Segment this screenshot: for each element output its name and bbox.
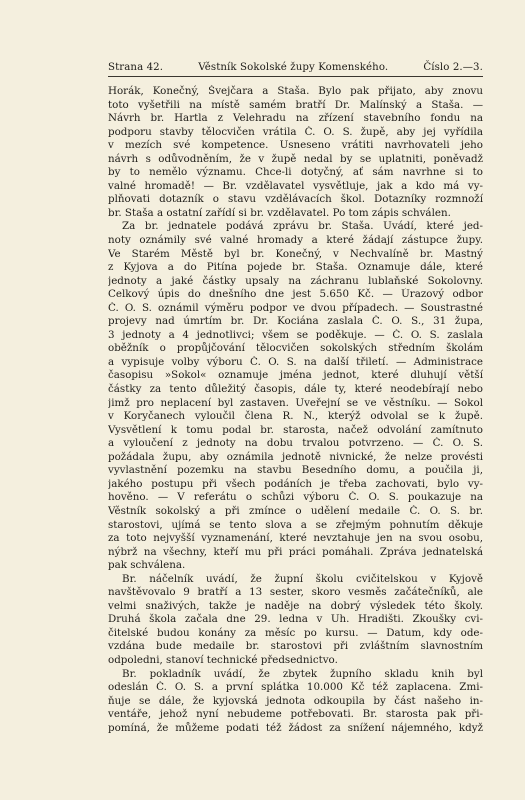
text-line: projevy nad úmrtím br. Dr. Kociána zaslala Č. O. S., 31 župa, [108,315,483,328]
text-line: pomíná, že můžeme podati též žádost za snížení nájemného, když [108,721,483,734]
text-line: 3 jednoty a 4 jednotlivci; všem se poděkuje. — Č. O. S. zaslala [108,328,483,341]
text-line: Ve Starém Městě byl br. Konečný, v Nechvalíně br. Mastný [108,247,483,260]
text-line: Návrh br. Hartla z Velehradu na zřízení stavebního fondu na [108,112,483,125]
text-line: Vysvětlení k tomu podal br. starosta, načež odvolání zamítnuto [108,423,483,436]
text-line: valné hromadě! — Br. vzdělavatel vysvětluje, jak a kdo má vy- [108,179,483,192]
text-line: toto vyšetřili na místě samém bratří Dr. Malínský a Staša. — [108,98,483,111]
text-line: hověno. — V referátu o schůzi výboru Č. O. S. poukazuje na [108,491,483,504]
text-line: odpoledni, stanoví technické předsednictvo. [108,653,338,666]
text-line: nýbrž na všechny, kteří mu při práci pomáhali. Zpráva jednatelská [108,545,483,558]
running-header [108,62,483,77]
journal-title: Věstník Sokolské župy Komenského. [198,62,389,73]
text-line: Věstník sokolský a při zmínce o udělení medaile Č. O. S. br. [108,504,483,517]
text-line: Horák, Konečný, Švejčara a Staša. Bylo pak přijato, aby znovu [108,85,483,97]
text-line: a vyloučení z jednoty na dobu trvalou potvrzeno. — Č. O. S. [108,437,483,450]
text-line: Celkový úpis do dnešního dne jest 5.650 Kč. — Úrazový odbor [108,288,483,301]
text-line: noty oznámily své valné hromady a které žádají zástupce župy. [108,234,483,247]
issue-number: Číslo 2.—3. [423,62,483,73]
body-text [108,85,483,735]
text-line: ventáře, jehož nyní nebudeme potřebovati. Br. starosta pak při- [108,708,483,721]
text-line: vyvlastnění pozemku na stavbu Besedního domu, a poučila ji, [108,464,483,477]
text-line: návrh s odůvodněním, že v župě nedal by se uplatniti, poněvadž [108,152,483,165]
text-line: podporu stavby tělocvičen vrátila Č. O. S. župě, aby jej vyřídila [108,125,483,138]
text-line: vzdána bude medaile br. starostovi při zvláštním slavnostním [108,640,483,653]
text-line: částky za tento důležitý časopis, dále ty, které neodebírají nebo [108,383,483,396]
text-line: starostovi, ujímá se tento slova a se zřejmým pohnutím děkuje [108,518,483,531]
text-line: Za br. jednatele podává zprávu br. Staša. Uvádí, které jed- [122,220,483,233]
text-line: jimž pro neplacení byl zastaven. Uveřejní se ve věstníku. — Sokol [108,396,483,409]
page-number: Strana 42. [108,62,164,73]
text-line: velmi snaživých, takže je naděje na dobrý výsledek této školy. [108,599,483,612]
text-line: odeslán Č. O. S. a první splátka 10.000 Kč též zaplacena. Zmi- [108,681,483,694]
text-line: br. Staša a ostatní zařídí si br. vzdělavatel. Po tom zápis schválen. [108,206,451,219]
text-line: jakého postupu při všech podáních je třeba zachovati, bylo vy- [108,477,483,490]
text-line: Druhá škola začala dne 29. ledna v Uh. Hradišti. Zkoušky cvi- [108,613,483,626]
text-line: požádala župu, aby oznámila jednotě nivnické, že nelze provésti [108,450,483,463]
text-line: v Koryčanech vyloučil člena R. N., kterýž odvolal se k župě. [108,410,483,423]
text-line: by to nemělo významu. Chce-li dotyčný, ať sám navrhne si to [108,166,483,179]
text-line: za toto nejvyšší vyznamenání, které nevztahuje jen na svou osobu, [108,532,483,545]
text-line: Č. O. S. oznámil výměru podpor ve dvou případech. — Soustrastné [108,301,483,314]
text-line: Br. pokladník uvádí, že zbytek župního skladu knih byl [122,667,483,680]
text-line: z Kyjova a do Pitína pojede br. Staša. Oznamuje dále, které [108,261,483,274]
text-line: plňovati dotazník o stavu vzdělávacích škol. Dotazníky rozmnoží [108,193,483,206]
text-line: a vypisuje volby výboru Č. O. S. na další třiletí. — Administrace [108,355,483,368]
text-line: ňuje se dále, že kyjovská jednota odkoupila by část našeho in- [108,694,483,707]
text-line: jednoty a jaké částky upsaly na záchranu lublaňské Sokolovny. [108,274,483,287]
text-line: pak schválena. [108,559,186,572]
text-line: navštěvovalo 9 bratří a 13 sester, skoro vesměs začátečníků, ale [108,586,483,599]
text-line: čitelské budou konány za měsíc po kursu. — Datum, kdy ode- [108,626,483,639]
text-line: oběžník o propůjčování tělocvičen sokolských středním školám [108,342,483,355]
text-line: časopisu »Sokol« oznamuje jména jednot, které dluhují větší [108,369,483,382]
text-line: v mezích své kompetence. Usneseno vrátiti navrhovateli jeho [108,139,483,152]
text-line: Br. náčelník uvádí, že župní školu cvičitelskou v Kyjově [122,572,483,585]
